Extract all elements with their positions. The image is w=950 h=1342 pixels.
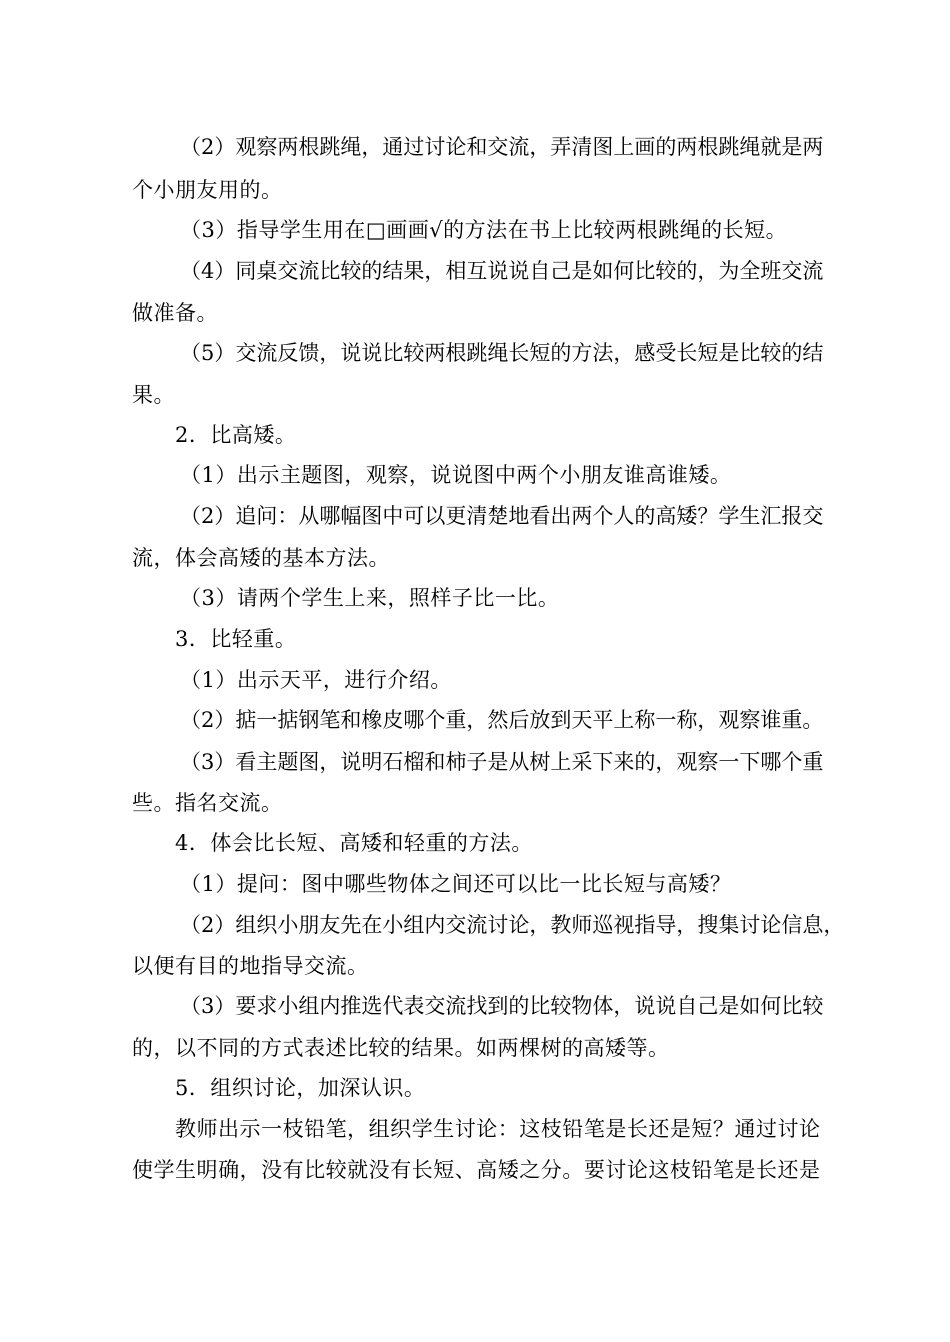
paragraph-line-20: （2）组织小朋友先在小组内交流讨论，教师巡视指导，搜集讨论信息， (180, 913, 845, 937)
paragraph-line-21: 以便有目的地指导交流。 (132, 954, 369, 978)
paragraph-line-1: （2）观察两根跳绳，通过讨论和交流，弄清图上画的两根跳绳就是两 (180, 135, 824, 159)
paragraph-line-7: 果。 (132, 383, 175, 407)
paragraph-line-19: （1）提问：图中哪些物体之间还可以比一比长短与高矮？ (180, 872, 732, 896)
paragraph-line-14: （1）出示天平，进行介绍。 (180, 668, 452, 692)
paragraph-line-11: 流，体会高矮的基本方法。 (132, 546, 390, 570)
paragraph-line-4: （4）同桌交流比较的结果，相互说说自己是如何比较的，为全班交流 (180, 259, 824, 283)
paragraph-line-15: （2）掂一掂钢笔和橡皮哪个重，然后放到天平上称一称，观察谁重。 (180, 708, 824, 732)
section-heading-3: 3．比轻重。 (175, 627, 297, 651)
section-heading-4: 4．体会比长短、高矮和轻重的方法。 (175, 831, 533, 855)
paragraph-line-9: （1）出示主题图，观察，说说图中两个小朋友谁高谁矮。 (180, 463, 732, 487)
section-heading-5: 5．组织讨论，加深认识。 (175, 1076, 426, 1100)
paragraph-line-10: （2）追问：从哪幅图中可以更清楚地看出两个人的高矮？学生汇报交 (180, 504, 824, 528)
paragraph-line-17: 些。指名交流。 (132, 791, 283, 815)
paragraph-line-26: 使学生明确，没有比较就没有长短、高矮之分。要讨论这枝铅笔是长还是 (132, 1158, 820, 1182)
paragraph-line-6: （5）交流反馈，说说比较两根跳绳长短的方法，感受长短是比较的结 (180, 341, 824, 365)
paragraph-line-3: （3）指导学生用在□画画√的方法在书上比较两根跳绳的长短。 (180, 218, 788, 242)
paragraph-line-5: 做准备。 (132, 301, 218, 325)
paragraph-line-12: （3）请两个学生上来，照样子比一比。 (180, 586, 560, 610)
paragraph-line-23: 的，以不同的方式表述比较的结果。如两棵树的高矮等。 (132, 1036, 670, 1060)
paragraph-line-25: 教师出示一枝铅笔，组织学生讨论：这枝铅笔是长还是短？通过讨论 (175, 1117, 820, 1141)
paragraph-line-16: （3）看主题图，说明石榴和柿子是从树上采下来的，观察一下哪个重 (180, 750, 824, 774)
section-heading-2: 2．比高矮。 (175, 423, 297, 447)
paragraph-line-22: （3）要求小组内推选代表交流找到的比较物体，说说自己是如何比较 (180, 994, 824, 1018)
paragraph-line-2: 个小朋友用的。 (132, 178, 283, 202)
